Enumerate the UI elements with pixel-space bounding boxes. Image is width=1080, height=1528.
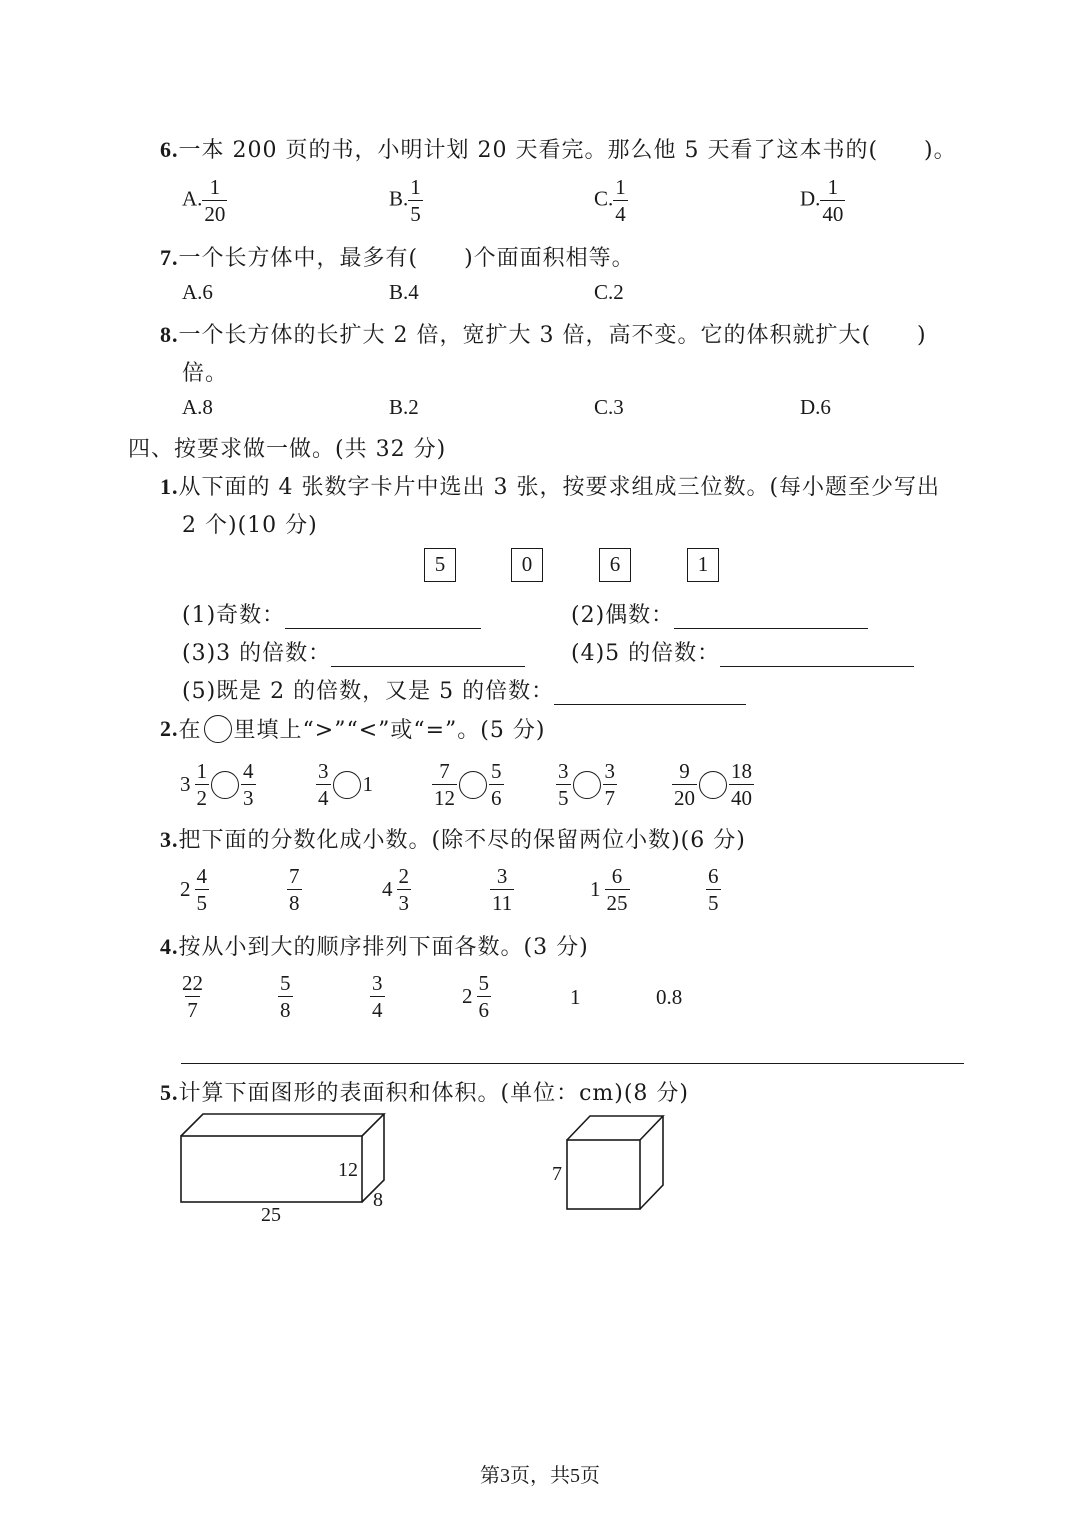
q8-option-a[interactable]: A.8: [182, 395, 213, 419]
p3-fraction-6: $\frac{6}{5}$: [708, 864, 719, 915]
compare-pair-3: $\frac{7}{12}$ $\frac{5}{6}$: [434, 759, 502, 810]
p4-number-3: $\frac{3}{4}$: [372, 971, 383, 1022]
p2-stem-b: 里填上“>”“<”或“=”。(5 分): [233, 718, 546, 743]
page-footer: 第3页，共5页: [480, 1465, 600, 1487]
answer-blank[interactable]: [285, 606, 481, 629]
item-label: (2)偶数：: [571, 603, 675, 628]
p3-fraction-5: 1 $\frac{6}{25}$: [590, 864, 628, 915]
item-label: (5)既是 2 的倍数，又是 5 的倍数：: [182, 679, 555, 704]
cube-side-face: [640, 1116, 663, 1209]
p1-item-2: [571, 598, 868, 629]
digit-card: 6: [599, 548, 631, 582]
p2-text: [160, 713, 545, 744]
option-label: D.: [800, 186, 821, 211]
q7-option-a[interactable]: A.6: [182, 280, 213, 304]
p2-number: 2.: [160, 715, 179, 741]
q8-number: 8.: [160, 322, 179, 347]
p3-number: 3.: [160, 827, 179, 852]
option-label: B.: [389, 186, 409, 211]
p4-text: [160, 930, 589, 961]
p5-number: 5.: [160, 1080, 179, 1105]
compare-pair-5: $\frac{9}{20}$ $\frac{18}{40}$: [674, 759, 752, 810]
cube-front-face: [567, 1140, 640, 1209]
fraction: $\frac{1}{40}$: [822, 175, 844, 226]
cuboid-figure: [170, 1108, 410, 1233]
compare-circle[interactable]: [573, 771, 601, 799]
option-label: A.: [182, 186, 203, 211]
q7-text: [160, 241, 635, 272]
q6-number: 6.: [160, 137, 179, 162]
compare-circle[interactable]: [333, 771, 361, 799]
answer-blank[interactable]: [331, 644, 525, 667]
p1-item-3: [182, 636, 525, 667]
compare-pair-4: $\frac{3}{5}$ $\frac{3}{7}$: [558, 759, 615, 810]
p3-fraction-3: 4 $\frac{2}{3}$: [382, 864, 409, 915]
q7-stem: 一个长方体中，最多有( )个面面积相等。: [178, 246, 635, 271]
q7-option-b[interactable]: B.4: [389, 280, 419, 304]
p4-number-1: $\frac{22}{7}$: [182, 971, 203, 1022]
p4-number: 4.: [160, 934, 179, 959]
cube-edge-label: 7: [552, 1163, 562, 1185]
q6-option-b[interactable]: [389, 174, 423, 227]
p3-fraction-4: $\frac{3}{11}$: [492, 864, 513, 915]
p1-item-1: [182, 598, 481, 629]
answer-line[interactable]: [181, 1063, 964, 1064]
circle-icon: [204, 715, 232, 743]
p3-fraction-1: 2 $\frac{4}{5}$: [180, 864, 207, 915]
digit-card: 0: [511, 548, 543, 582]
q8-text: [160, 318, 927, 349]
compare-circle[interactable]: [459, 771, 487, 799]
item-label: (4)5 的倍数：: [571, 641, 721, 666]
q8-option-b[interactable]: B.2: [389, 395, 419, 419]
section-heading: 四、按要求做一做。(共 32 分): [128, 437, 447, 462]
cuboid-front-face: [181, 1136, 362, 1202]
q6-option-a[interactable]: [182, 174, 227, 227]
fraction: $\frac{1}{4}$: [615, 175, 626, 226]
fraction: $\frac{1}{5}$: [410, 175, 421, 226]
p3-stem: 把下面的分数化成小数。(除不尽的保留两位小数)(6 分): [178, 828, 746, 853]
p1-item-4: [571, 636, 914, 667]
q8-stem: 一个长方体的长扩大 2 倍，宽扩大 3 倍，高不变。它的体积就扩大( ): [178, 323, 927, 348]
p4-number-5: 1: [570, 985, 581, 1009]
cuboid-height-label: 12: [338, 1159, 358, 1181]
q7-option-c[interactable]: C.2: [594, 280, 624, 304]
answer-blank[interactable]: [720, 644, 914, 667]
item-label: (3)3 的倍数：: [182, 641, 332, 666]
cube-top-face: [567, 1116, 663, 1140]
cube-figure: [545, 1108, 675, 1218]
q8-stem-continued: 倍。: [182, 361, 229, 386]
cuboid-top-face: [181, 1114, 384, 1136]
compare-circle[interactable]: [699, 771, 727, 799]
p4-number-2: $\frac{5}{8}$: [280, 971, 291, 1022]
cuboid-width-label: 8: [373, 1189, 383, 1211]
p4-number-4: 2 $\frac{5}{6}$: [462, 971, 489, 1022]
q8-option-d[interactable]: D.6: [800, 395, 831, 419]
digit-card: 5: [424, 548, 456, 582]
q6-text: [160, 133, 957, 164]
p4-number-6: 0.8: [656, 985, 683, 1009]
fraction: $\frac{1}{20}$: [204, 175, 226, 226]
option-label: C.: [594, 186, 614, 211]
p2-stem-a: 在: [178, 718, 202, 743]
p5-text: [160, 1076, 689, 1107]
p1-number: 1.: [160, 474, 179, 499]
item-label: (1)奇数：: [182, 603, 286, 628]
q8-option-c[interactable]: C.3: [594, 395, 624, 419]
q7-number: 7.: [160, 245, 179, 270]
compare-circle[interactable]: [211, 771, 239, 799]
p1-item-5: [182, 674, 746, 705]
p1-text: [160, 470, 940, 501]
q6-option-c[interactable]: [594, 174, 628, 227]
compare-pair-1: 3 $\frac{1}{2}$ $\frac{4}{3}$: [180, 759, 254, 810]
p3-text: [160, 823, 746, 854]
digit-card: 1: [687, 548, 719, 582]
answer-blank[interactable]: [554, 682, 746, 705]
cuboid-length-label: 25: [261, 1204, 281, 1226]
answer-blank[interactable]: [674, 606, 868, 629]
p3-fraction-2: $\frac{7}{8}$: [289, 864, 300, 915]
q6-stem: 一本 200 页的书，小明计划 20 天看完。那么他 5 天看了这本书的( )。: [178, 138, 957, 163]
p1-stem: 从下面的 4 张数字卡片中选出 3 张，按要求组成三位数。(每小题至少写出: [178, 475, 941, 500]
p1-stem-continued: 2 个)(10 分): [182, 513, 318, 538]
q6-option-d[interactable]: [800, 174, 845, 227]
p4-stem: 按从小到大的顺序排列下面各数。(3 分): [178, 935, 589, 960]
compare-pair-2: $\frac{3}{4}$ 1: [318, 759, 373, 810]
p5-stem: 计算下面图形的表面积和体积。(单位：cm)(8 分): [178, 1081, 690, 1106]
